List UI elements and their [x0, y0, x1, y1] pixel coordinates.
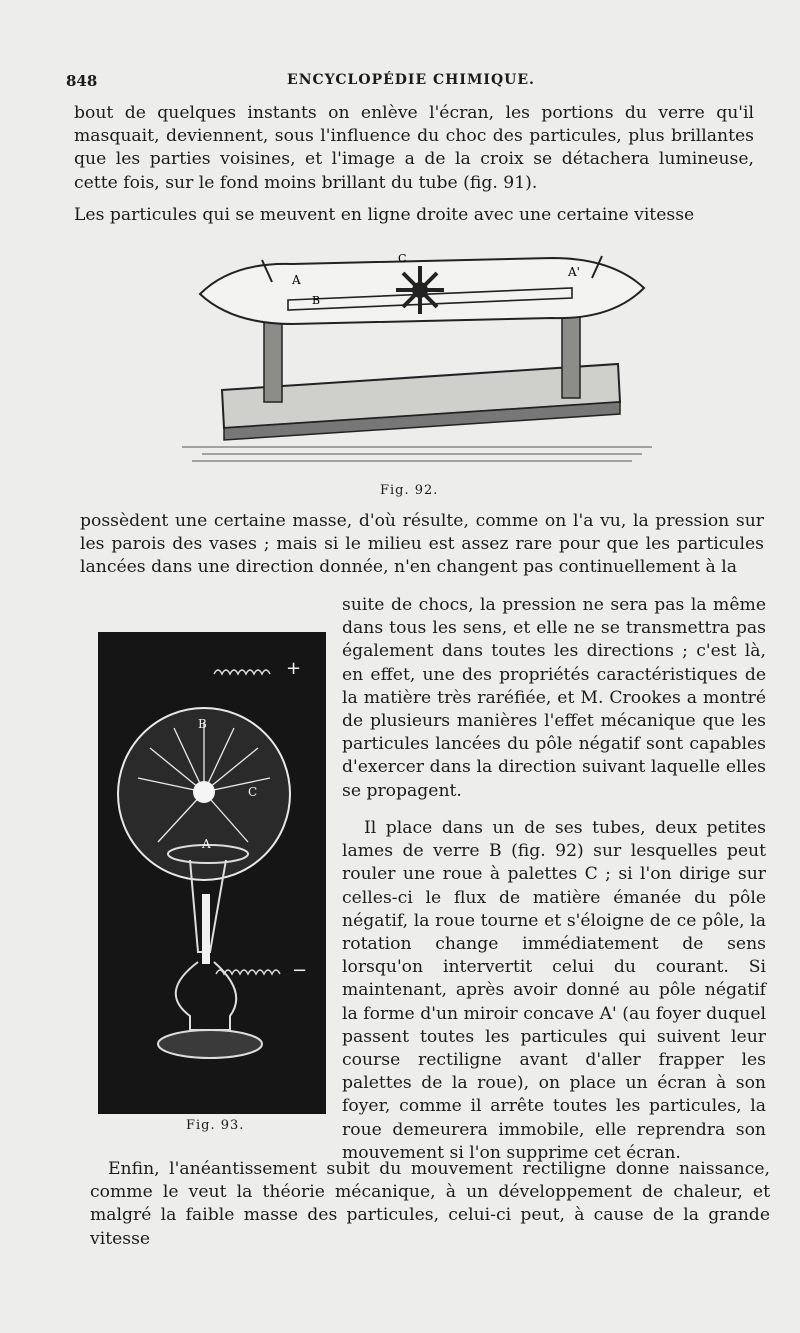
fig93-label-c: C — [248, 785, 258, 799]
right-support — [562, 314, 580, 398]
figure-92-caption: Fig. 92. — [380, 483, 439, 498]
paragraph-2: Les particules qui se meuvent en ligne droite avec une certaine vitesse — [74, 205, 695, 225]
fig93-plus: + — [286, 658, 302, 679]
paragraph-6: Enfin, l'anéantissement subit du mouvement rectiligne donne naissance, comme le veut la théorie mécanique, à un développement de chaleur, et malgré la faible masse des particules, celui-ci peut, à cause de la grande vitesse — [90, 1159, 770, 1249]
fig92-label-b: B — [312, 294, 321, 307]
figure-93-caption: Fig. 93. — [186, 1118, 245, 1133]
paragraph-4: suite de chocs, la pression ne sera pas la même dans tous les sens, et elle ne se transmettra pas également dans toutes les directions ; c'est là, en effet, une des propriétés caractéristiques de la matière très raréfiée, et M. Crookes a montré de plusieurs manières l'effet mécanique que les particules lancées du pôle négatif sont capables d'exercer dans la direction suivant laquelle elles se propagent. — [342, 595, 766, 801]
page-number: 848 — [66, 72, 98, 90]
paragraph-5: Il place dans un de ses tubes, deux petites lames de verre B (fig. 92) sur lesquelles peut rouler une roue à palettes C ; si l'on dirige sur celles-ci le flux de matière émanée du pôle négatif, la roue tourne et s'éloigne de ce pôle, la rotation change immédiatement de sens lorsqu'on intervertit celui du courant. Si maintenant, après avoir donné au pôle négatif la forme d'un miroir concave A' (au foyer duquel passent toutes les particules qui suivent leur course rectiligne avant d'aller frapper les palettes de la roue), on place un écran à son foyer, comme il arrête toutes les particules, la roue demeurera immobile, elle reprendra son mouvement si l'on supprime cet écran. — [342, 818, 766, 1163]
fig93-label-b: B — [198, 717, 207, 731]
left-support — [264, 322, 282, 402]
running-title: ENCYCLOPÉDIE CHIMIQUE. — [287, 72, 535, 88]
paddle-wheel — [396, 266, 444, 314]
figure-92-illustration — [172, 242, 662, 482]
paragraph-1: bout de quelques instants on enlève l'écran, les portions du verre qu'il masquait, deviennent, sous l'influence du choc des particules, plus brillantes que les parties voisines, et l'image a de la croix se détachera lumineuse, cette fois, sur le fond moins brillant du tube (fig. 91). — [74, 103, 754, 193]
fig92-label-a: A — [292, 273, 301, 287]
paragraph-3: possèdent une certaine masse, d'où résulte, comme on l'a vu, la pression sur les parois des vases ; mais si le milieu est assez rare pour que les particules lancées dans une direction donnée, n'en changent pas continuellement à la — [80, 511, 764, 578]
fig92-label-a-prime: A' — [568, 265, 580, 279]
fig93-label-a: A — [202, 837, 211, 851]
page-header — [66, 72, 756, 94]
bulb-base — [158, 1030, 262, 1058]
fig93-minus: − — [292, 960, 308, 981]
figure-93-illustration — [98, 632, 326, 1114]
fig92-label-c: C — [398, 252, 407, 265]
